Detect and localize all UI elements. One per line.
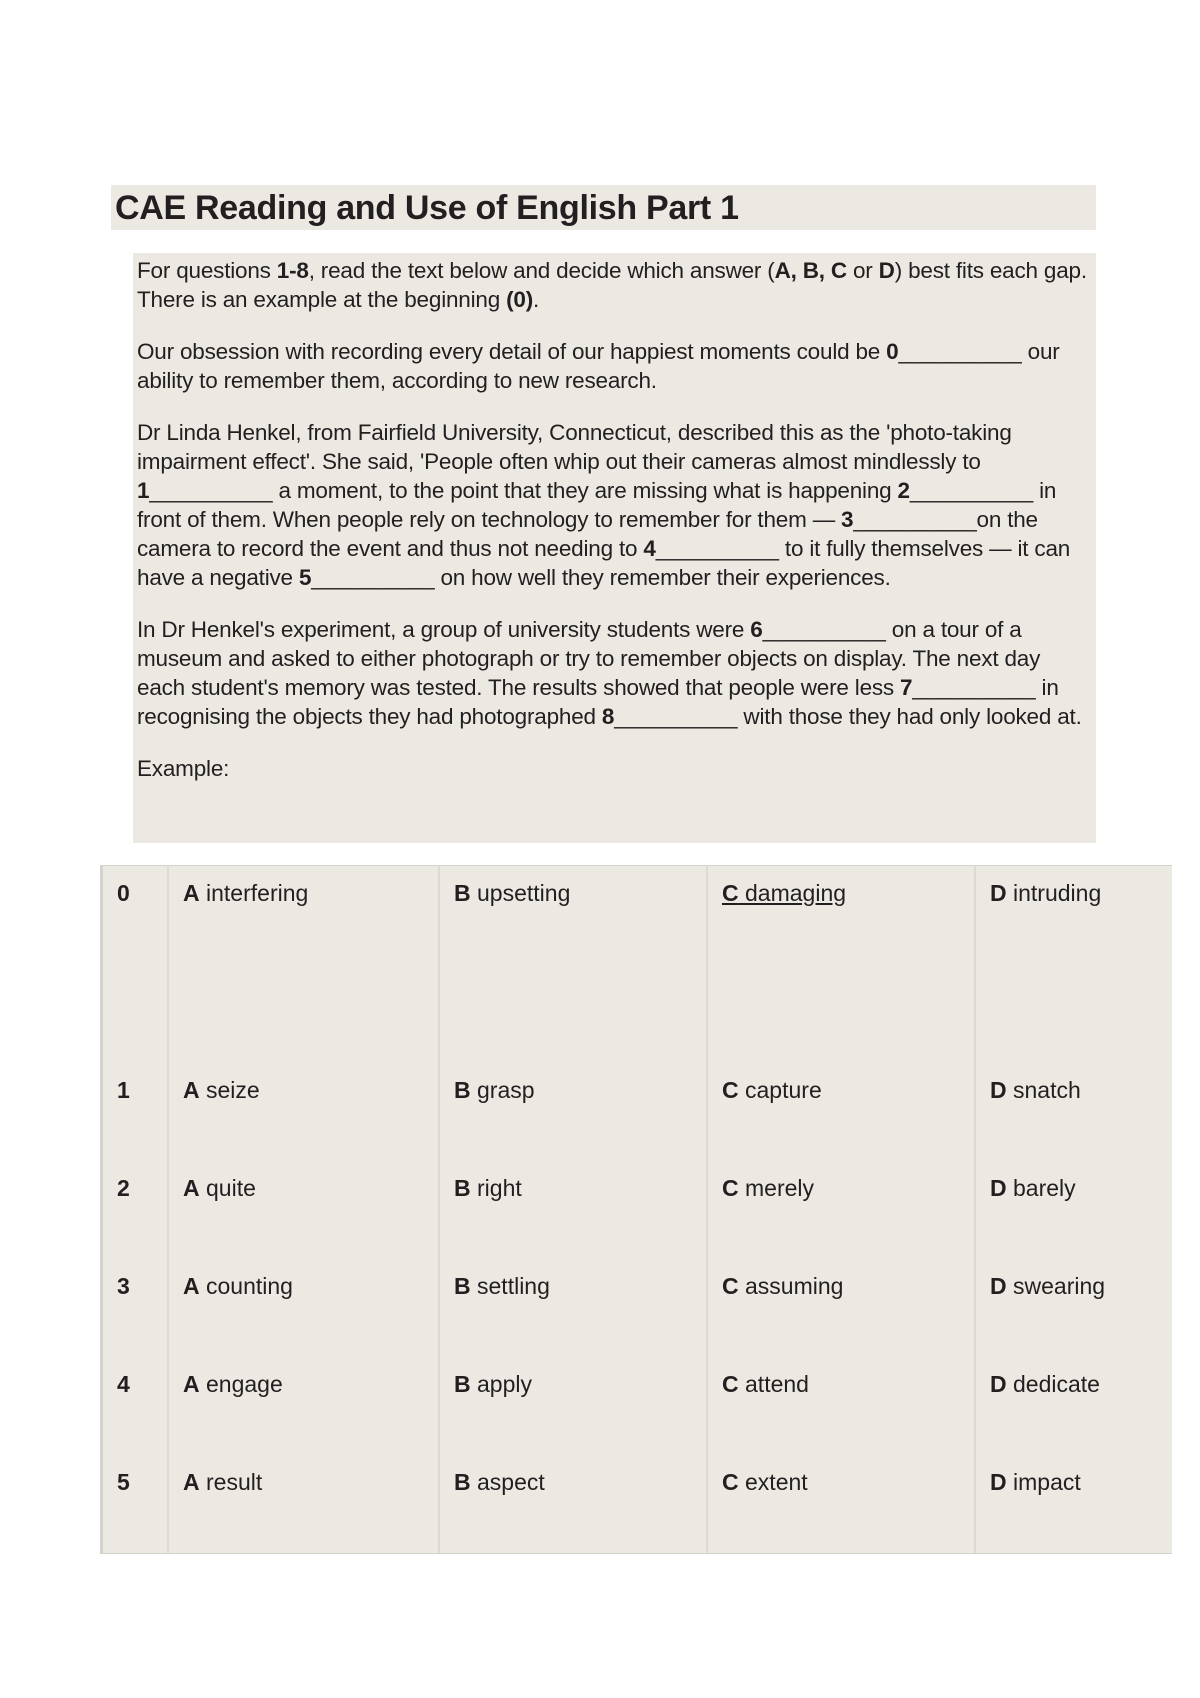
option-d: D swearing	[974, 1259, 1172, 1357]
option-a: A engage	[167, 1357, 438, 1455]
option-a: A seize	[167, 1063, 438, 1161]
gap-number: 8	[601, 704, 615, 729]
option-a: A counting	[167, 1259, 438, 1357]
gap-number: 6	[750, 617, 763, 642]
option-d: D dedicate	[974, 1357, 1172, 1455]
option-b: B aspect	[438, 1455, 706, 1553]
option-a: A interfering	[167, 866, 438, 1063]
gap-blank: __________	[912, 675, 1036, 700]
option-c: C attend	[706, 1357, 974, 1455]
question-number: 2	[100, 1161, 167, 1259]
paragraph-1: Our obsession with recording every detail of our happiest moments could be 0__________ our ability to remember them, according to new research.	[137, 339, 1060, 393]
reading-text-box	[133, 253, 1096, 843]
option-c: C capture	[706, 1063, 974, 1161]
option-d: D intruding	[974, 866, 1172, 1063]
gap-number: 7	[900, 675, 913, 700]
option-b: B settling	[438, 1259, 706, 1357]
gap-number: 5	[298, 565, 312, 590]
table-row	[100, 1357, 1172, 1455]
option-b: B upsetting	[438, 866, 706, 1063]
options-table	[100, 865, 1172, 1554]
paragraph-2: Dr Linda Henkel, from Fairfield University, Connecticut, described this as the 'photo-taking impairment effect'. She said, 'People often whip out their cameras almost mindlessly to 1__________ a moment, to the point that they are missing what is happening 2__________ in front of them. When people rely on technology to remember for them — 3__________on the camera to record the event and thus not needing to 4__________ to it fully themselves — it can have a negative 5__________ on how well they remember their experiences.	[137, 420, 1071, 590]
gap-blank: __________	[853, 507, 977, 532]
gap-blank: __________	[311, 565, 435, 590]
gap-blank: __________	[614, 704, 738, 729]
table-row	[100, 1161, 1172, 1259]
page-title: CAE Reading and Use of English Part 1	[115, 189, 739, 227]
option-a: A quite	[167, 1161, 438, 1259]
gap-number: 3	[841, 507, 854, 532]
option-b: B apply	[438, 1357, 706, 1455]
paragraph-3: In Dr Henkel's experiment, a group of university students were 6__________ on a tour of a museum and asked to either photograph or try to remember objects on display. The next day each student's memory was tested. The results showed that people were less 7__________ in recognising the objects they had photographed 8__________ with those they had only looked at.	[137, 617, 1082, 729]
title-bar	[111, 185, 1096, 230]
table-row	[100, 1259, 1172, 1357]
option-c: C assuming	[706, 1259, 974, 1357]
gap-number: 4	[643, 536, 656, 561]
question-number: 4	[100, 1357, 167, 1455]
option-b: B right	[438, 1161, 706, 1259]
question-number: 3	[100, 1259, 167, 1357]
example-label: Example:	[137, 756, 230, 781]
option-d: D impact	[974, 1455, 1172, 1553]
option-d: D barely	[974, 1161, 1172, 1259]
gap-blank: __________	[909, 478, 1034, 503]
option-b: B grasp	[438, 1063, 706, 1161]
question-number: 0	[100, 866, 167, 1063]
instructions: For questions 1-8, read the text below and decide which answer (A, B, C or D) best fits each gap. There is an example at the beginning (0).	[137, 258, 1087, 312]
option-d: D snatch	[974, 1063, 1172, 1161]
option-c-correct: C damaging	[706, 866, 974, 1063]
gap-number: 0	[886, 339, 899, 364]
option-c: C merely	[706, 1161, 974, 1259]
question-number: 1	[100, 1063, 167, 1161]
question-number: 5	[100, 1455, 167, 1553]
gap-number: 2	[897, 478, 910, 503]
gap-number: 1	[137, 478, 150, 503]
table-row	[100, 866, 1172, 1063]
table-row	[100, 1063, 1172, 1161]
table-row	[100, 1455, 1172, 1553]
option-a: A result	[167, 1455, 438, 1553]
gap-blank: __________	[655, 536, 779, 561]
gap-blank: __________	[762, 617, 886, 642]
option-c: C extent	[706, 1455, 974, 1553]
gap-blank: __________	[149, 478, 273, 503]
gap-blank: __________	[898, 339, 1022, 364]
